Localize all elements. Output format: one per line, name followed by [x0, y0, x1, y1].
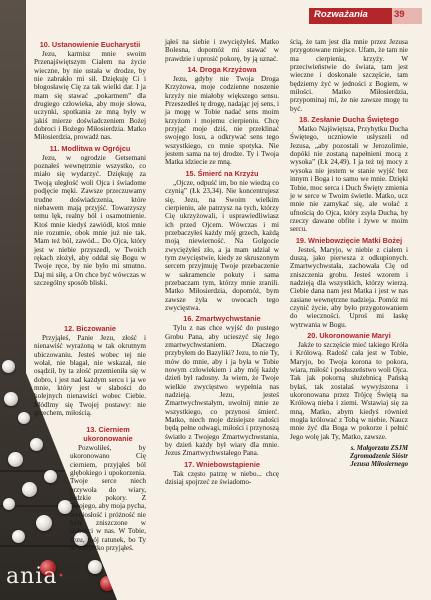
- signature-organization: Jezusa Miłosiernego: [350, 461, 408, 469]
- section-text: „Ojcze, odpuść im, bo nie wiedzą co czynią” (Łk 23,34). Nie koncentrujesz się, Jezu, na Swoim wielkim cierpieniu, ale patrzysz na tych, którzy Cię ukrzyżowali, i usprawiedliwiasz ich przed Ojcem. Wówczas i mi przebaczyłeś każdy mój grzech, każdą moją niewierność. Na Golgocie zwyciężyłeś zło, a ja mam udział w tym zwycięstwie, kiedy ze skruszonym sercem przyjmuję Twoje przebaczenie w sakramencie pokuty i sama przebaczam tym, którzy mnie zranili. Matko Miłosierdzia, dopomóż, bym zawsze żyła w owocach tego zwycięstwa.: [165, 178, 279, 312]
- rosary-bead: [3, 498, 15, 510]
- rosary-bead: [88, 560, 102, 574]
- section-heading: 14. Droga Krzyżowa: [187, 65, 257, 75]
- section-heading: 13. Cierniem ukoronowanie: [83, 425, 133, 443]
- page-number: 39: [392, 8, 422, 24]
- rosary-bead: [4, 392, 18, 406]
- section-text: Tak często patrzę w niebo... chcę dzisiaj spojrzeć ze świadomo-: [165, 469, 279, 487]
- signature-organization: Zgromadzenie Sióstr: [350, 453, 408, 461]
- section-heading: 11. Modlitwa w Ogrójcu: [49, 143, 131, 153]
- section-heading: 12. Biczowanie: [64, 324, 116, 333]
- rosary-bead: [18, 412, 30, 424]
- section-heading: 15. Śmierć na Krzyżu: [185, 168, 259, 178]
- section-text: Pozwoliłeś, by ukoronowano Cię cierniem, przyjąłeś ból głębokiego i upokorzenia. Twoje serce niech przywoła do wiary, ludzkie pokory. Z Twojego, aby moja pycha, wyniosłość i próżność nie były zniszczone w słabości w nas. W Tobie, Jezu, mój ratunek, bo Ty to wszystko przyjąłeś.: [70, 444, 146, 553]
- section-heading: 17. Wniebowstąpienie: [184, 459, 260, 469]
- section-heading: 20. Ukoronowanie Maryi: [307, 331, 391, 340]
- section-heading: 10. Ustanowienie Eucharystii: [39, 40, 141, 49]
- rosary-bead: [44, 470, 57, 483]
- column-2: [165, 38, 279, 487]
- section-text: Tylu z nas chce wyjść do pustego Grobu Pana, aby ucieszyć się Jego zmartwychwstaniem. Dlaczego przybyłem do Bazyliki? Jezu, to nie Ty, mów do mnie, aby i ja była w Tobie nowym człowiekiem i aby mój każdy dzień był radosny. Ja wiem, że Twoje wielkie zwycięstwo wypełnia nas nadzieją. Jezu, jesteś Zmartwychwstałym, uwolnij mnie ze wszystkiego, co przynosi śmierć. Matko, niech moje dzisiejsze radości będą pełne odwagi, miłości i przynoszą światło z Twojego Zmartwychwstania, by dzień każdy był wiary dla mnie. Jezus Zmartwychwstałego Pana.: [165, 324, 279, 458]
- column-1-bottom: [70, 423, 146, 552]
- section-text: Jezu, w ogrodzie Getsemani poznałeś wewnętrznie wszystko, co miało się wydarzyć. Dziękuję za Twoją uległość woli Ojca i świadome podjęcie męki. Zawsze przeczuwamy trudne doświadczenia, które niebawem mają przyjść. Towarzyszy temu lęk, realny ból i osamotnienie. Ktoś mnie kiedyś zawiódł, ktoś mnie nie rozumie, obok mnie już nie tak. Mam też ból, zawód... Do Ojca, który jest w niebie przyszedł, w Twoich rękach złożył, aby oddał się Bogu w Twoje ręce, by nie było mi smutno. Daj mi siłę, a On chce być wówczas w szczególny sposób bliski.: [34, 153, 146, 287]
- section-text: Jesteś, Maryjo, w niebie z ciałem i duszą, jako pierwsza z odkupionych. Zmartwychwstała, zachowała Cię od zniszczenia grobu. Jesteś wzorem i nadzieją dla wszystkich, którzy wierzą. Ciebie dana nam jest Matka i jest w nas zasiane wewnętrzne nadzieja. Pomóż mi czynić życie, aby było przygotowaniem do wieczności. Uproś mi łaskę wytrwania w Bogu.: [290, 245, 408, 329]
- section-text: Jakże to szczęście mieć takiego Króla i Królową. Radość cała jest w Tobie, Maryjo, bo Twoja korona to pokora, wiara, miłość i posłuszeństwo woli Ojca. Tak jak pokorną służebnicą Pańską byłaś, tak zostałaś wywyższona i ukoronowana przez Trójcę Świętą na Królową nieba i ziemi. Wstawiaj się za mną, Matko, abym kiedyś również mogła królować z Tobą w niebie. Naucz mnie żyć dla Boga w pokorze i pełnić Jego wolę jak Ty, Matko, zawsze.: [290, 341, 408, 441]
- signature: [290, 445, 408, 469]
- column-1: [34, 38, 146, 287]
- rosary-bead: [30, 438, 43, 451]
- section-heading: 19. Wniebowzięcie Matki Bożej: [295, 235, 403, 245]
- section-heading: 16. Zmartwychwstanie: [183, 314, 261, 324]
- section-text: Jezu, karmisz mnie swoim Przenajświętszym Ciałem na życie wieczne, by nie ustała w drodze, by nie zabrakło mi sił. Dziękuję Ci i błogosławię Cię za tak wielki dar. I ja mam się stawać „pokarmem” dla drugiego człowieka, aby moje słowa, uczynki, spotkania ze mną były w jakiś mierze doświadczeniem Bożej dobroci i Bożego Miłosierdzia. Matko Miłosierdzia, prowadź nas.: [34, 50, 146, 142]
- section-heading: 18. Zesłanie Ducha Świętego: [299, 115, 399, 125]
- brand-logo: ania·: [6, 564, 66, 589]
- rosary-bead: [2, 360, 15, 373]
- continued-text: ścią, że tam jest dla mnie przez Jezusa przygotowane miejsce. Ufam, że tam nie ma cierpienia, krzyży. W przeciwieństwie do świata, tam jest wieczne i doskonałe szczęście, tam będziemy żyć w jedności z Bogiem, w miłości. Matko Miłosierdzia, przypominaj mi, że nie zawsze mogę tu być.: [290, 38, 408, 113]
- continued-text: jąłeś na siebie i zwyciężyłeś. Matko Bolesna, dopomóż mi stawać w prawdzie i uprosić pokorę, by ją uznać.: [165, 38, 279, 63]
- rosary-bead: [36, 515, 52, 531]
- section-label: Rozważania: [309, 8, 401, 24]
- rosary-bead: [8, 452, 23, 467]
- signature-author: s. Małgorzata ZSJM: [350, 445, 408, 453]
- rosary-bead: [12, 530, 25, 543]
- section-text: Przyjąłeś, Panie Jezu, złość i nienawiść wyrażoną w tak okrutnym ubiczowaniu. Jesteś wobec tej nie wołał, nie błagał, nie wskazał, nie osądził, by ta złość przemieniła się w dobro, i jest nad każdym sercu i ja we mnie, który jest w słabości do kolejnych nienawiści wobec Ciebie. Módlmy się Twojej postawy: nie grzechem, miłością.: [34, 334, 146, 418]
- section-text: Matko Najświętsza, Przybytku Ducha Świętego, uczniowie usłyszeli od Jezusa, „aby pozostali w Jerozolimie, dopóki nie zostaną napełnieni mocą z wysoka” (Łk 24,49). I ja też tej mocy z wysoka nie jestem w stanie wyjść bez innym i Boga i to samo we mnie. Dzięki Tobie, moc serca i Duch Święty zmienia je w serce w Twoim świetle. Matko, ucz mnie nie zamykać się, ale wołać z ufnością do Ojca, który zsyła Ducha, by rzeczy dawane obfite i żywe w moim sercu.: [290, 125, 408, 234]
- section-text: Jezu, gdyby nie Twoja Droga Krzyżowa, moje codzienne noszenie krzyży nie miałoby większego sensu. Przeszedłeś tę drogę, nadając jej sens, i ja mogę w Tobie nadać sens moim krzyżom i mojemu cierpieniu. Chcę przyjąć moje dziś, nie przeklinać swojego losu, a odkrywać sens tego wszystkiego, co mnie spotyka. Nie jestem sama na tej drodze. Ty i Twoja Matka idziecie ze mną.: [165, 75, 279, 167]
- column-3: [290, 38, 408, 469]
- column-1-lower: [34, 322, 146, 417]
- rosary-bead: [22, 482, 37, 497]
